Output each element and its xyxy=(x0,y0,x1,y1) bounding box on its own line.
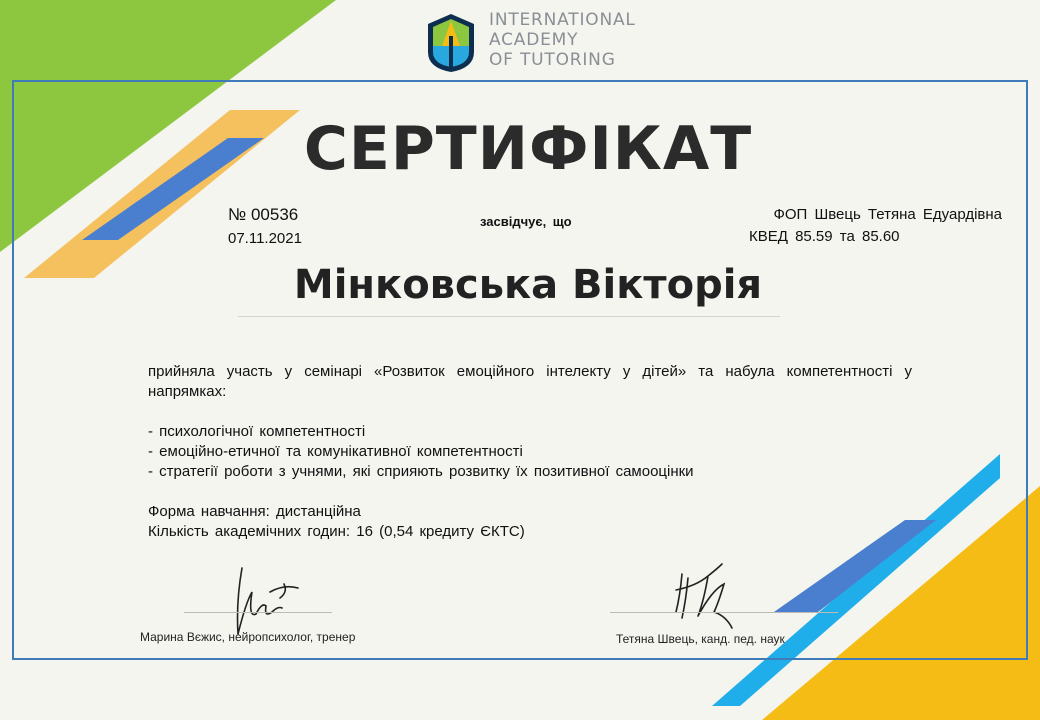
logo-line: OF TUTORING xyxy=(489,50,616,70)
study-form: Форма навчання: дистанційна xyxy=(148,503,361,520)
competency-item: - психологічної компетентності xyxy=(148,423,366,440)
academy-logo-icon xyxy=(424,12,478,74)
signature-right-icon xyxy=(668,560,744,636)
certificate-body xyxy=(148,362,912,542)
logo-wordmark xyxy=(489,10,636,70)
logo-line: INTERNATIONAL xyxy=(489,10,636,30)
intro-paragraph: прийняла участь у семінарі «Розвиток емоційного інтелекту у дітей» та набула компетентності у напрямках: xyxy=(148,363,912,400)
signature-caption-left: Марина Вєжис, нейропсихолог, тренер xyxy=(140,630,356,644)
signature-line-left xyxy=(184,612,332,613)
certificate-date: 07.11.2021 xyxy=(228,230,302,247)
signature-line-right xyxy=(610,612,838,613)
kved-codes: КВЕД 85.59 та 85.60 xyxy=(749,228,900,245)
competency-item: - стратегії роботи з учнями, які сприяють розвитку їх позитивної самооцінки xyxy=(148,463,694,480)
signature-caption-right: Тетяна Швець, канд. пед. наук xyxy=(616,632,785,646)
academic-hours: Кількість академічних годин: 16 (0,54 кредиту ЄКТС) xyxy=(148,523,525,540)
issuer-name: ФОП Швець Тетяна Едуардівна xyxy=(773,206,1002,223)
certifies-text: засвідчує, що xyxy=(480,214,572,229)
logo-line: ACADEMY xyxy=(489,30,579,50)
recipient-name: Мінковська Вікторія xyxy=(293,262,763,308)
course-meta xyxy=(148,502,912,542)
certificate-title: СЕРТИФІКАТ xyxy=(303,114,753,184)
name-underline xyxy=(238,316,780,317)
certificate-number: № 00536 xyxy=(228,205,299,224)
competency-item: - емоційно-етичної та комунікативної компетентності xyxy=(148,443,523,460)
competency-list xyxy=(148,422,912,482)
